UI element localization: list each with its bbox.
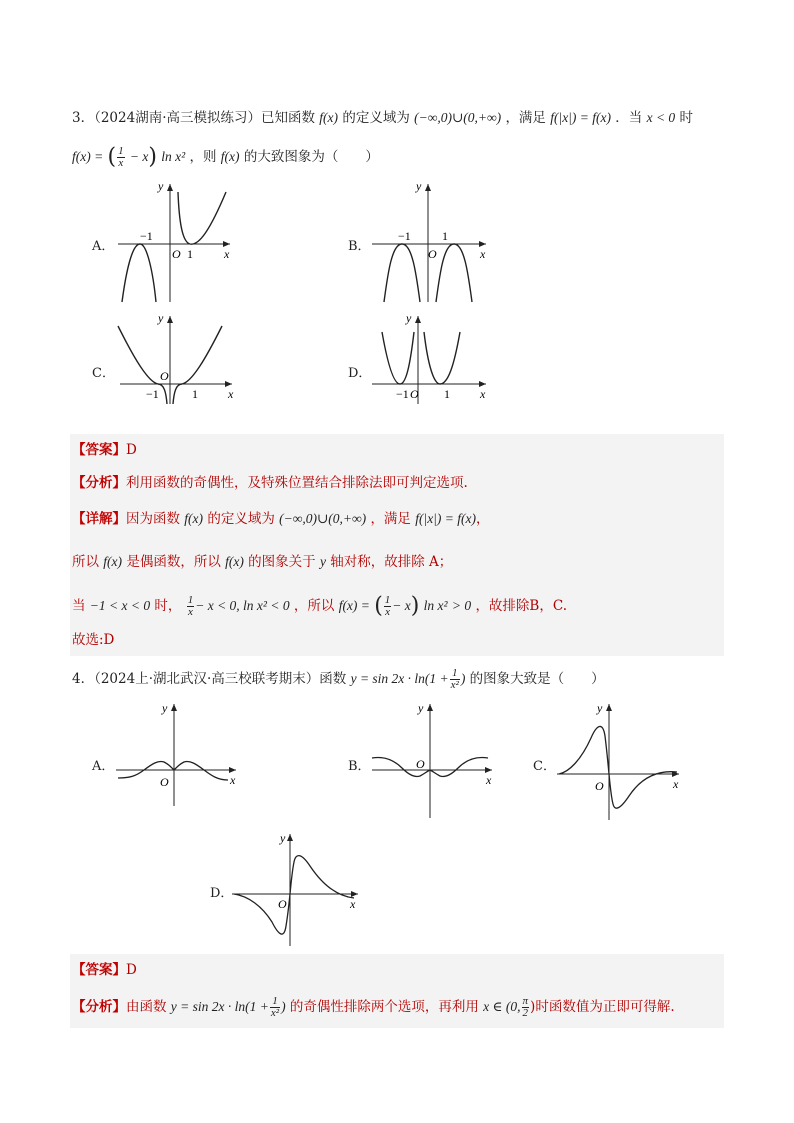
q4-prefix: 4．（2024上·湖北武汉·高三校联考期末）函数: [72, 671, 347, 687]
svg-text:y: y: [416, 179, 422, 193]
svg-text:O: O: [160, 775, 169, 789]
svg-text:x: x: [350, 897, 356, 911]
q4-option-d[interactable]: D．: [210, 886, 234, 901]
svg-text:x: x: [228, 387, 234, 401]
graph-a-o: O: [172, 247, 181, 261]
q4-option-c[interactable]: C．: [533, 759, 556, 774]
q3-analysis-line: 【分析】利用函数的奇偶性，及特殊位置结合排除法即可判定选项.: [72, 475, 468, 491]
q3-satisfy: ，满足: [505, 110, 546, 126]
q4-option-b[interactable]: B．: [348, 759, 371, 774]
q3-detail-line4: 故选:D: [72, 632, 115, 648]
svg-text:y: y: [418, 701, 424, 715]
svg-text:−1: −1: [398, 229, 411, 243]
q3-graph-d[interactable]: [368, 312, 498, 407]
svg-text:O: O: [160, 369, 169, 383]
q3-xlt0: x < 0: [646, 110, 676, 125]
svg-text:x: x: [480, 247, 486, 261]
q4-answer: D: [126, 962, 137, 978]
q3-condition: f(|x|) = f(x): [550, 110, 611, 125]
graph-a-m1: −1: [140, 229, 153, 243]
q3-prefix: 3．（2024湖南·高三模拟练习）已知函数: [72, 110, 315, 126]
q4-option-a[interactable]: A．: [92, 759, 115, 774]
q4-graph-d[interactable]: [228, 830, 362, 950]
q3-graph-a[interactable]: [110, 178, 240, 308]
q3-frac-1x: $\frac{1}{x}$: [118, 145, 124, 169]
q3-graph-b[interactable]: [368, 178, 498, 308]
q3-formula-rhs: − x: [129, 149, 149, 164]
svg-text:O: O: [595, 779, 604, 793]
svg-text:O: O: [428, 247, 437, 261]
q3-stem-line1: [72, 108, 693, 128]
svg-text:−1: −1: [146, 387, 159, 401]
q3-answer-box: [70, 434, 724, 656]
q3-analysis: 利用函数的奇偶性，及特殊位置结合排除法即可判定选项.: [126, 475, 468, 491]
q3-fx-2: f(x): [220, 149, 240, 164]
svg-text:1: 1: [442, 229, 448, 243]
q3-detail-line2: 所以 f(x) 是偶函数，所以 f(x) 的图象关于 y 轴对称，故排除 A；: [72, 554, 453, 570]
q3-tail2: 的大致图象为（ ）: [243, 149, 379, 165]
q3-formula-lhs: f(x) =: [72, 149, 104, 164]
svg-text:O: O: [278, 897, 287, 911]
q3-graph-c[interactable]: [112, 312, 242, 407]
q4-analysis-line: 【分析】由函数 y = sin 2x · ln(1 + $\frac{1}{\text{x²}}$ ) 的奇偶性排除两个选项，再利用 x ∈ (0, $\frac{\pi}{2}$ )时函数值为正即可得解.: [72, 995, 675, 1019]
q3-answer-line: 【答案】D: [72, 442, 137, 458]
svg-text:y: y: [280, 831, 286, 845]
q3-lnx2: ln x²: [161, 149, 186, 164]
svg-text:y: y: [162, 701, 168, 715]
q4-suffix: 的图象大致是（ ）: [469, 671, 605, 687]
svg-text:y: y: [406, 312, 412, 325]
graph-a-y: y: [158, 179, 164, 193]
q4-stem: 4．（2024上·湖北武汉·高三校联考期末）函数 y = sin 2x · ln(1 + $\frac{1}{\text{x²}}$ ) 的图象大致是（ ）: [72, 667, 605, 691]
q4-graph-b[interactable]: [368, 700, 498, 822]
q3-detail-line1: 【详解】因为函数 f(x) 的定义域为 (−∞,0)∪(0,+∞) ，满足 f(|x|) = f(x)，: [72, 511, 490, 527]
svg-text:y: y: [597, 701, 603, 715]
svg-text:x: x: [480, 387, 486, 401]
q3-option-c[interactable]: C．: [92, 366, 115, 381]
q3-fx: f(x): [319, 110, 339, 125]
q3-option-d[interactable]: D．: [348, 366, 372, 381]
svg-text:x: x: [230, 773, 236, 787]
q4-answer-line: 【答案】D: [72, 962, 137, 978]
graph-a-x: x: [224, 247, 230, 261]
q3-domain-text: 的定义域为: [342, 110, 410, 126]
q4-func: y = sin 2x · ln(1 +: [350, 671, 449, 686]
q4-graph-c[interactable]: [553, 700, 685, 822]
q3-answer: D: [126, 442, 137, 458]
graph-a-p1: 1: [187, 247, 193, 261]
svg-text:y: y: [158, 312, 164, 325]
svg-text:1: 1: [444, 387, 450, 401]
q3-tail: ，则: [189, 149, 217, 165]
q3-option-a[interactable]: A．: [92, 239, 115, 254]
svg-text:O: O: [416, 757, 425, 771]
q3-when: ．当: [615, 110, 643, 126]
q3-stem-line2: f(x) = ( $\frac{1}{x}$ − x) ln x² ，则 f(x) 的大致图象为（ ）: [72, 144, 379, 170]
svg-text:x: x: [673, 777, 679, 791]
svg-text:1: 1: [192, 387, 198, 401]
svg-text:O: O: [410, 387, 419, 401]
svg-text:−1: −1: [396, 387, 409, 401]
q3-when2: 时: [679, 110, 693, 126]
q4-graph-a[interactable]: [112, 700, 242, 810]
svg-text:x: x: [486, 773, 492, 787]
q3-option-b[interactable]: B．: [348, 239, 371, 254]
q3-domain: (−∞,0)∪(0,+∞): [414, 110, 502, 125]
q3-detail-line3: 当 −1 < x < 0 时， $\frac{1}{x}$ − x < 0, ln x² < 0 ，所以 f(x) = ( $\frac{1}{x}$ − x) ln x² > 0 ，故排除B，C.: [72, 593, 567, 619]
